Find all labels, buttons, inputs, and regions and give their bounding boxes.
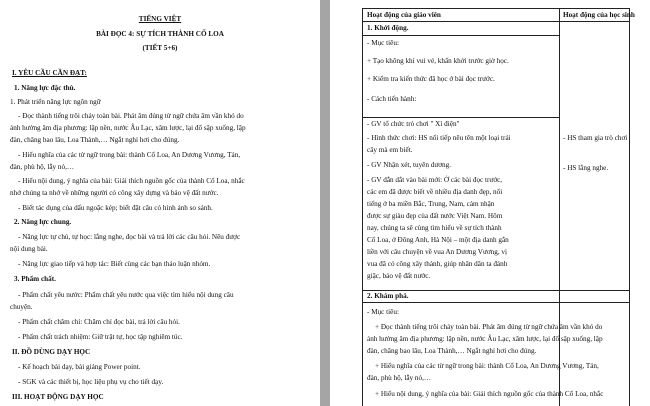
explore-heading: 2. Khám phá. [367,292,409,300]
subsection-1-heading: 1. Năng lực đặc thù. [14,84,76,92]
text-line: - GV Nhận xét, tuyên dương. [367,161,452,169]
column-header-teacher: Hoạt động của giáo viên [367,11,441,19]
section-1-heading: I. YÊU CẦU CẦN ĐẠT: [12,69,87,77]
section-3-heading: III. HOẠT ĐỘNG DẠY HỌC [12,393,104,401]
text-line: - Mục tiêu: [367,308,399,316]
text-line: đàn, phù hộ, lẫy nỏ,… [10,163,75,171]
row-divider [363,35,559,36]
row-divider [363,117,559,118]
text-line: - GV dẫn dắt vào bài mới: Ở các bài đọc trước, [367,176,503,184]
text-line: - GV tổ chức trò chơi " Xì điện" [367,120,460,128]
text-line: - Phẩm chất trách nhiệm: Giữ trật tự, học tập nghiêm túc. [18,333,183,341]
text-line: giặc, bảo vệ đất nước. [367,272,431,280]
subject-heading: TIẾNG VIỆT [138,15,182,23]
text-line: - Mục tiêu: [367,39,399,47]
row-divider [363,302,629,303]
text-line: - Phẩm chất yêu nước: Phẩm chất yêu nước qua việc tìm hiểu nội dung câu [18,291,234,299]
right-page [330,0,650,406]
student-text: - HS lắng nghe. [563,164,609,172]
student-text: - HS tham gia trò chơi [563,134,628,142]
row-divider [363,290,629,291]
text-line: nội dung bài. [10,245,48,253]
text-line: - SGK và các thiết bị, học liệu phụ vụ cho tiết dạy. [18,378,164,386]
text-line: - Đọc thành tiếng trôi chảy toàn bài. Phát âm đúng từ ngữ chứa âm vần khó do [18,112,244,120]
section-2-heading: II. ĐỒ DÙNG DẠY HỌC [12,348,91,356]
text-line: - Năng lực tự chủ, tự học: lắng nghe, đọc bài và trả lời các câu hỏi. Nêu được [18,233,241,241]
text-line: + Tạo không khí vui vẻ, khấn khởi trước giờ học. [367,57,509,65]
text-line: + Kiểm tra kiến thức đã học ở bài đọc trước. [367,75,495,83]
text-line: - Năng lực giao tiếp và hợp tác: Biết cùng các bạn thảo luận nhóm. [18,260,211,268]
left-page [0,0,320,406]
text-line: + Đọc thành tiếng trôi chảy toàn bài. Phát âm đúng từ ngữ chứa âm vần khó do [375,323,603,331]
text-line: + Hiểu nội dung, ý nghĩa của bài: Giải thích nguồn gốc của thành Cổ Loa, nhắc [375,390,604,398]
text-line: liền với câu chuyện về vua An Dương Vương, vị [367,248,508,256]
header-divider [363,21,629,22]
text-line: ảnh hưởng âm địa phương: lập nền, nước Âu Lạc, xâm lược, lại đổ sập xuống, lập [10,124,246,132]
text-line: - Phẩm chất chăm chỉ: Chăm chỉ đọc bài, trả lời câu hỏi. [18,318,180,326]
text-line: tiếng ở ba miền Bắc, Trung, Nam, cảm nhận [367,200,495,208]
text-line: nhở chúng ta nhớ về những người có công xây dựng và bảo vệ đất nước. [10,189,219,197]
text-line: - Kế hoạch bài dạy, bài giảng Power point. [18,363,141,371]
text-line: - Cách tiến hành: [367,95,417,103]
text-line: - Hiểu nội dung, ý nghĩa của bài: Giải thích nguồn gốc của thành Cổ Loa, nhắc [18,177,245,185]
text-line: được sự giàu đẹp của đất nước Việt Nam. Hôm [367,212,503,220]
text-line: - Hình thức chơi: HS nối tiếp nêu tên một loại trái [367,134,511,142]
lesson-periods: (TIẾT 5+6) [142,44,178,52]
column-divider [559,9,560,406]
text-line: Cổ Loa, ở Đông Anh, Hà Nội – một địa danh gắn [367,236,509,244]
text-line: vua đã có công xây thành, giúp nhân dân ta đánh [367,260,508,268]
text-line: + Hiểu nghĩa của các từ ngữ trong bài: thành Cổ Loa, An Dương Vương, Tản, [375,362,599,370]
activity-table [362,8,635,406]
lesson-title: BÀI ĐỌC 4: SỰ TÍCH THÀNH CỔ LOA [96,30,224,38]
subsection-2-heading: 2. Năng lực chung. [14,218,72,226]
text-line: chuyện. [10,303,33,311]
text-line: các em đã được biết về nhiều địa danh đẹp, nổi [367,188,503,196]
text-line: cây mà em biết. [367,146,413,154]
text-line: 1. Phát triển năng lực ngôn ngữ [10,98,101,106]
text-line: - Biết tác dụng của dấu ngoặc kép; biết đặt câu có hình ảnh so sánh. [18,204,213,212]
column-header-student: Hoạt động của học sinh [563,11,635,19]
warmup-heading: 1. Khởi động. [367,24,409,32]
text-line: đàn, phù hộ, lẫy nỏ,… [367,374,432,382]
text-line: đàn, chăng bao lâu, Loa Thành,… Ngắt nghỉ hơi cho đúng. [367,347,537,355]
text-line: đàn, chăng bao lâu, Loa Thành,… Ngắt nghỉ hơi cho đúng. [10,136,180,144]
text-line: - Hiểu nghĩa của các từ ngữ trong bài: thành Cổ Loa, An Dương Vương, Tản, [18,151,241,159]
text-line: nay, chúng ta sẽ cùng tìm hiểu về sự tích thành [367,224,502,232]
text-line: ảnh hưởng âm địa phương: lập nền, nước Âu Lạc, xâm lược, lại đổ sập xuống, lập [367,335,603,343]
subsection-3-heading: 3. Phẩm chất. [14,275,56,283]
